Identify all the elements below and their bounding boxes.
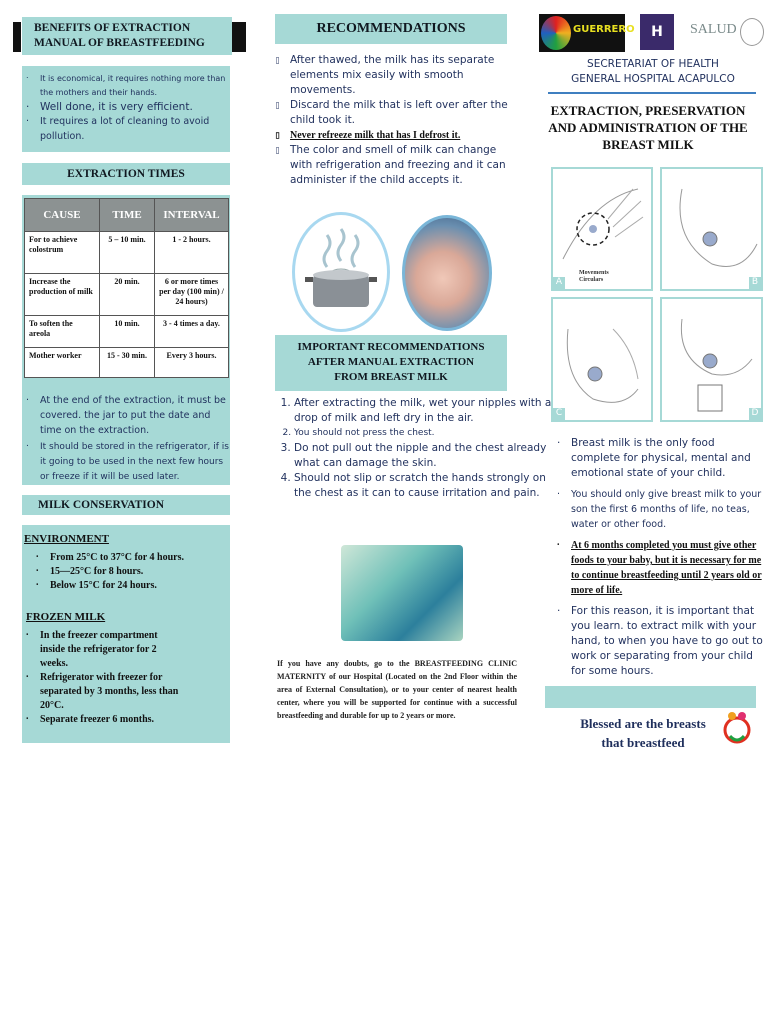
table-cell: To soften the areola xyxy=(25,316,100,348)
guerrero-emblem-icon xyxy=(541,16,571,50)
recommendation-item: ▭ The color and smell of milk can change with refrigeration and freezing and it can administer if the child accepts it. xyxy=(274,143,514,188)
frozen-item: . Refrigerator with freezer for separated by 3 months, less than 20°C. xyxy=(22,671,182,713)
note-item: . It should be stored in the refrigerator, if is it going to be used in the next few hours or freeze if it will be used later. xyxy=(22,440,230,485)
table-cell: For to achieve colostrum xyxy=(25,232,100,274)
benefits-box xyxy=(22,66,230,152)
nurse-mother-photo xyxy=(341,545,463,641)
expressing-into-cup-icon xyxy=(662,299,761,420)
table-header: INTERVAL xyxy=(155,199,229,232)
info-bullets xyxy=(553,436,763,679)
important-item: 1. After extracting the milk, wet your nipples with a drop of milk and left dry in the air. xyxy=(294,396,556,426)
env-item: . From 25°C to 37°C for 4 hours. xyxy=(32,551,222,565)
recommendation-item: ▭ After thawed, the milk has its separate elements mix easily with smooth movements. xyxy=(274,53,514,98)
recommendation-text: Never refreeze milk that has I defrost it. xyxy=(290,130,461,141)
breast-icon xyxy=(662,169,761,289)
panel-label-c: C xyxy=(553,408,565,420)
env-item: . Below 15°C for 24 hours. xyxy=(32,579,222,593)
table-header: TIME xyxy=(100,199,155,232)
info-item: . For this reason, it is important that you learn. to extract milk with your hand, to when you have to go out to work or separating from your child for some hours. xyxy=(553,604,763,679)
boiling-pot-icon xyxy=(295,215,387,329)
env-item: . 15—25°C for 8 hours. xyxy=(32,565,222,579)
info-item: . Breast milk is the only food complete for physical, mental and emotional state of your child. xyxy=(553,436,763,481)
hospital-name: GENERAL HOSPITAL ACAPULCO xyxy=(571,73,735,85)
recommendation-item: ▭ Discard the milk that is left over after the child took it. xyxy=(274,98,514,128)
info-item xyxy=(553,538,763,598)
table-cell: 20 min. xyxy=(100,274,155,316)
important-item: 3. Do not pull out the nipple and the chest already what can damage the skin. xyxy=(294,441,556,471)
recommendations-list xyxy=(274,53,514,188)
massage-diagram-b xyxy=(660,167,763,291)
black-tab-left xyxy=(13,22,21,52)
table-cell: Every 3 hours. xyxy=(155,348,229,378)
secretariat: SECRETARIAT OF HEALTH xyxy=(587,58,719,70)
extraction-times-title: EXTRACTION TIMES xyxy=(22,163,230,185)
important-list xyxy=(276,396,556,501)
header-divider xyxy=(548,92,756,94)
massage-diagram-d xyxy=(660,297,763,422)
table-cell: 5 – 10 min. xyxy=(100,232,155,274)
slogan: Blessed are the breasts that breastfeed xyxy=(580,716,706,750)
important-item: 4. Should not slip or scratch the hands strongly on the chest as it can to cause irritation and pain. xyxy=(294,471,556,501)
breast-side-icon xyxy=(553,299,651,420)
extraction-times-table xyxy=(24,198,229,378)
recommendations-title: RECOMMENDATIONS xyxy=(275,14,507,44)
mexico-emblem-icon xyxy=(740,18,764,46)
black-tab-right xyxy=(232,22,246,52)
benefits-title: BENEFITS OF EXTRACTION MANUAL OF BREASTFEEDING xyxy=(22,17,232,55)
conservation-box xyxy=(22,525,230,743)
recommendation-item xyxy=(274,128,514,143)
hospital-logo: H xyxy=(640,14,674,50)
table-cell: Mother worker xyxy=(25,348,100,378)
table-cell: 1 - 2 hours. xyxy=(155,232,229,274)
important-title: IMPORTANT RECOMMENDATIONS AFTER MANUAL EXTRACTION FROM BREAST MILK xyxy=(275,335,507,391)
breastfeeding-logo-icon xyxy=(722,708,752,752)
important-item: 2. You should not press the chest. xyxy=(294,426,556,441)
baby-feeding-photo xyxy=(402,215,492,331)
benefit-item: . Well done, it is very efficient. xyxy=(22,100,230,114)
info-item: . You should only give breast milk to your son the first 6 months of life, no teas, water or other food. xyxy=(553,487,763,532)
massage-diagram-c xyxy=(551,297,653,422)
massage-diagram-a xyxy=(551,167,653,291)
guerrero-logo-text: GUERRERO xyxy=(573,24,635,35)
benefit-item: . It requires a lot of cleaning to avoid pollution. xyxy=(22,114,230,144)
footer-teal-bar xyxy=(545,686,756,708)
after-extraction-notes xyxy=(22,393,230,485)
panel-label-b: B xyxy=(749,277,761,289)
pot-illustration xyxy=(292,212,390,332)
note-item: . At the end of the extraction, it must be covered. the jar to put the date and time on the extraction. xyxy=(22,393,230,438)
salud-logo: SALUD xyxy=(690,22,737,37)
benefit-item: . It is economical, it requires nothing more than the mothers and their hands. xyxy=(22,72,230,100)
table-cell: Increase the production of milk xyxy=(25,274,100,316)
info-text: At 6 months completed you must give other foods to your baby, but it is necessary for me to continue breastfeeding until 2 years old or more of life. xyxy=(571,540,762,596)
panel-label-a: A xyxy=(553,277,565,289)
guerrero-logo xyxy=(539,14,635,52)
frozen-item: . In the freezer compartment inside the refrigerator for 2 weeks. xyxy=(22,629,182,671)
table-cell: 10 min. xyxy=(100,316,155,348)
panel-label-d: D xyxy=(749,408,761,420)
table-cell: 15 - 30 min. xyxy=(100,348,155,378)
frozen-item: . Separate freezer 6 months. xyxy=(22,713,182,727)
panel-caption: Movements Circulars xyxy=(579,270,609,283)
main-title: EXTRACTION, PRESERVATION AND ADMINISTRATION OF THE BREAST MILK xyxy=(548,103,748,152)
milk-conservation-title: MILK CONSERVATION xyxy=(22,495,230,515)
environment-title: ENVIRONMENT xyxy=(24,533,109,545)
table-cell: 6 or more times per day (100 min) / 24 hours) xyxy=(155,274,229,316)
table-header: CAUSE xyxy=(25,199,100,232)
frozen-title: FROZEN MILK xyxy=(26,611,106,623)
doubts-text: If you have any doubts, go to the BREASTFEEDING CLINIC MATERNITY of our Hospital (Located on the 2nd Floor within the area of External Consultation), or to your center of nearest health center, where you will be supported for continue with a successful breastfeeding and durable for up to 2 years or more. xyxy=(277,659,517,720)
table-cell: 3 - 4 times a day. xyxy=(155,316,229,348)
